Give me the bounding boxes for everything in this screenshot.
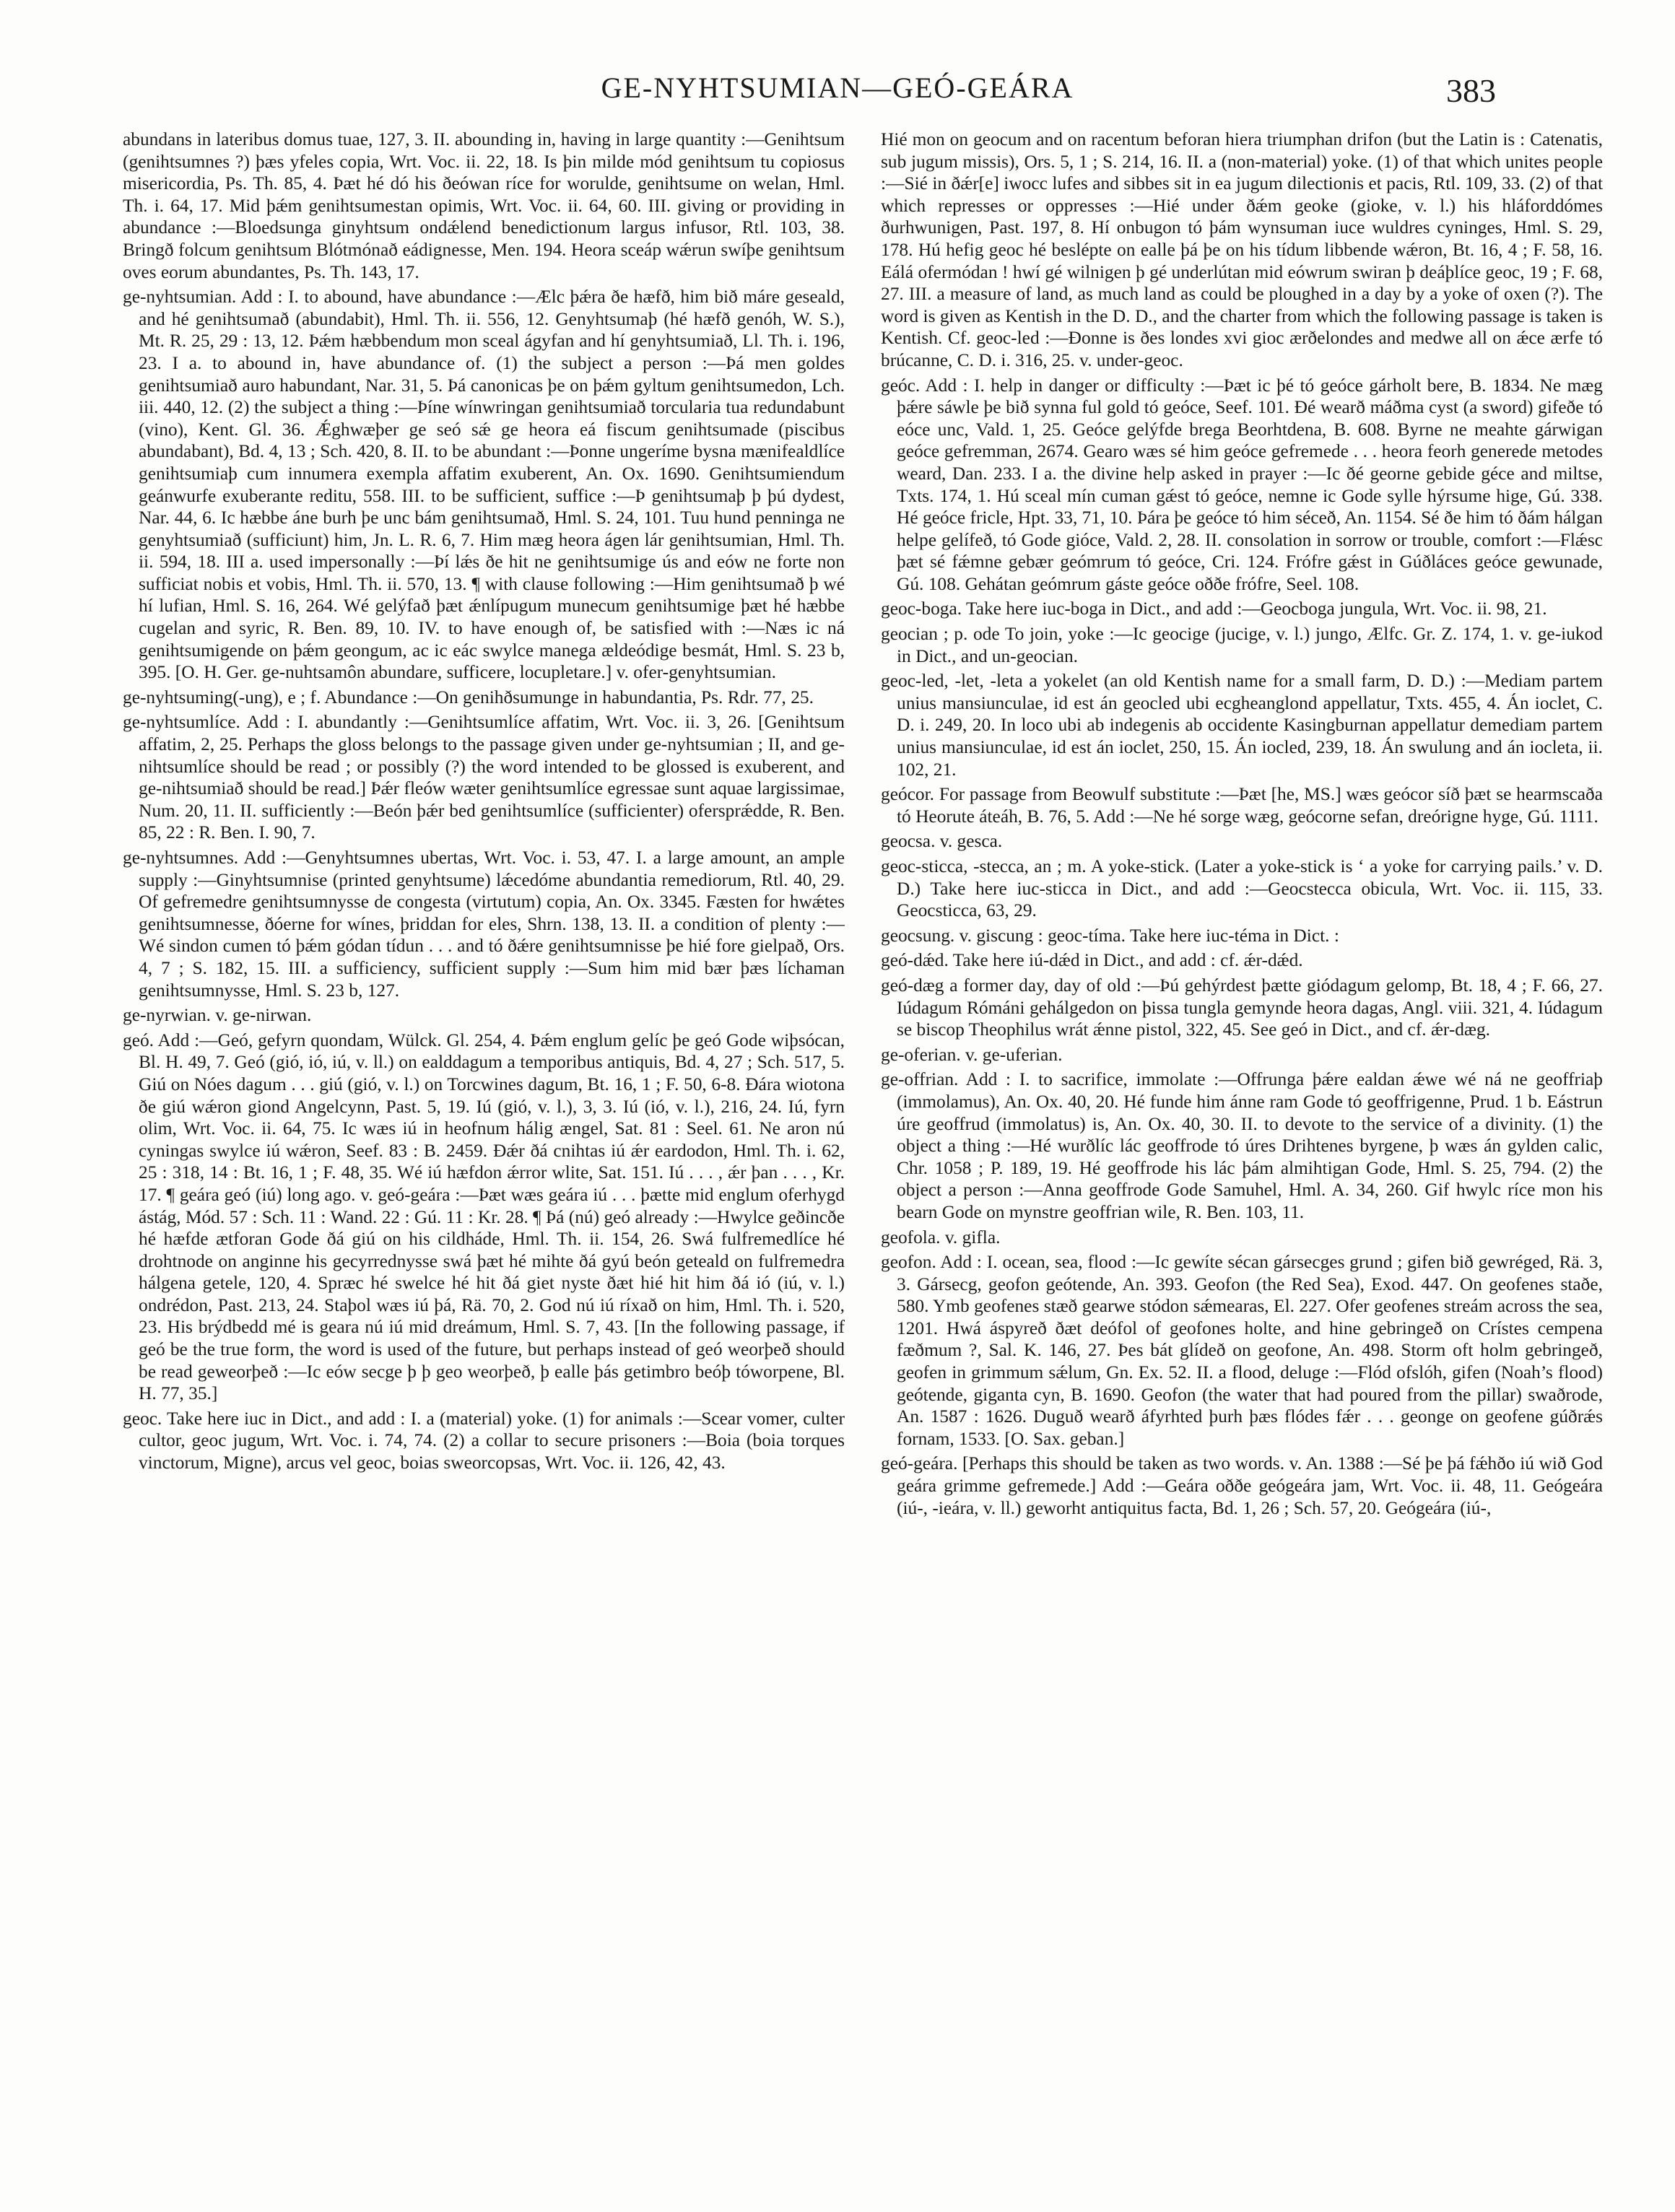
entry-continuation-genihtsum: abundans in lateribus domus tuae, 127, 3. II. abounding in, having in large quantity :—Genihtsum (genihtsumnes ?) þæs yfeles copia, Wrt. Voc. ii. 22, 18. Is þin milde mód genihtsum tu copiosus misericordia, Ps. Th. 85, 4. Þæt hé dó his ðeówan ríce for worulde, genihtsume on welan, Hml. Th. i. 64, 17. Mid þǽm genihtsumestan opimis, Wrt. Voc. ii. 64, 60. III. giving or providing in abundance :—Bloedsunga ginyhtsum ondǽlend benedictionum largus infusor, Rtl. 103, 38. Bringð folcum genihtsum Blótmónað eádignesse, Men. 194. Heora sceáp wǽrun swíþe genihtsum oves eorum abundantes, Ps. Th. 143, 17. [123, 129, 845, 282]
entry-geocsung: geocsung. v. giscung : geoc-tíma. Take here iuc-téma in Dict. : [881, 925, 1339, 946]
entry-ge-oferian: ge-oferian. v. ge-uferian. [881, 1044, 1063, 1065]
page-header [0, 66, 1675, 110]
entry-geo-daeg: geó-dæg a former day, day of old :—Þú gehýrdest þætte giódagum gelomp, Bt. 18, 4 ; F. 66, 27. Iúdagum Rómáni gehálgedon on þissa tungla gemynde heora dagas, Angl. viii. 321, 4. Iúdagum se biscop Theophilus wrát ǽnne pistol, 322, 45. See geó in Dict., and cf. ǽr-dæg. [881, 975, 1603, 1040]
entry-geoc-led: geoc-led, -let, -leta a yokelet (an old Kentish name for a small farm, D. D.) :—Mediam partem unius mansiunculae, id est án geocled ubi ecgheanglond appellatur, Txts. 455, 4. Án ioclet, C. D. i. 249, 20. In loco ubi ab indegenis ab occidente Kasingburnan appellatur demediam partem unius mansiunculae, id est án ioclet, 250, 15. Án iocled, 239, 18. Án swulung and án iocleta, ii. 102, 21. [881, 671, 1603, 780]
entry-ge-nyhtsumian: ge-nyhtsumian. Add : I. to abound, have abundance :—Ælc þǽra ðe hæfð, him bið máre geseald, and hé genihtsumað (abundabit), Hml. Th. ii. 556, 12. Genyhtsumaþ (hé hæfð genóh, W. S.), Mt. R. 25, 29 : 13, 12. Þǽm hæbbendum mon sceal ágyfan and hí genyhtsumiað, Ll. Th. i. 196, 23. I a. to abound in, have abundance of. (1) the subject a person :—Þá men goldes genihtsumiað auro habundant, Nar. 31, 5. Þá canonicas þe on þǽm gyltum genihtsumedon, Lch. iii. 440, 12. (2) the subject a thing :—Þíne wínwringan genihtsumiað torcularia tua redundabunt (vino), Kent. Gl. 36. Ǽghwæþer ge seó sǽ ge heora eá fiscum genihtsumade (piscibus abundabant), Bd. 4, 13 ; Sch. 420, 8. II. to be abundant :—Þonne ungeríme bysna mænifealdlíce genihtsumiaþ cum innumera exempla affatim exuberent, An. Ox. 1690. Genihtsumiendum geánwurfe exuberante reditu, 558. III. to be sufficient, suffice :—Þ genihtsumaþ þ þú dydest, Nar. 44, 6. Ic hæbbe áne burh þe unc bám genihtsumað, Hml. S. 24, 101. Tuu hund penninga ne genyhtsumiað (sufficiunt) him, Jn. L. R. 6, 7. Him mæg heora ágen lár genihtsumian, Hml. Th. ii. 594, 18. III a. used impersonally :—Þí lǽs ðe hit ne genihtsumige ús and eów ne forte non sufficiat nobis et vobis, Hml. Th. ii. 570, 13. ¶ with clause following :—Him genihtsumað þ wé hí lufian, Hml. S. 16, 264. Wé gelýfað þæt ǽnlípugum munecum genihtsumige þæt hé hæbbe cugelan and syric, R. Ben. 89, 10. IV. to have enough of, be satisfied with :—Næs ic ná genihtsumigende on þǽm geongum, ac ic eác swylce manega ældeódige besmát, Hml. S. 23 b, 395. [O. H. Ger. ge-nuhtsamôn abundare, sufficere, locupletare.] v. ofer-genyhtsumian. [123, 287, 845, 683]
entry-geofola: geofola. v. gifla. [881, 1227, 1001, 1247]
entry-geoc-boga: geoc-boga. Take here iuc-boga in Dict., and add :—Geocboga jungula, Wrt. Voc. ii. 98, 21. [881, 598, 1547, 619]
page-number: 383 [1446, 72, 1496, 109]
entry-geocsa: geocsa. v. gesca. [881, 831, 1003, 852]
entry-ge-offrian: ge-offrian. Add : I. to sacrifice, immolate :—Offrunga þǽre ealdan ǽwe wé ná ne geoffriaþ (immolamus), An. Ox. 40, 20. Hé funde him ánne ram Gode tó geoffrigenne, Prud. 1 b. Eástrun úre geoffrud (immolatus) is, An. Ox. 40, 30. II. to devote to the service of a divinity. (1) the object a thing :—Hé wurðlíc lác geoffrode tó úres Drihtenes byrgene, þ wæs án gylden calic, Chr. 1058 ; P. 189, 19. Hé geoffrode his lác þám almihtigan Gode, Hml. S. 25, 794. (2) the object a person :—Anna geoffrode Gode Samuhel, Hml. A. 34, 260. Gif hwylc ríce mon his bearn Gode on mynstre geoffrian wile, R. Ben. 103, 11. [881, 1069, 1603, 1222]
right-column [881, 129, 1603, 2179]
entry-ge-nyhtsumnes: ge-nyhtsumnes. Add :—Genyhtsumnes ubertas, Wrt. Voc. i. 53, 47. I. a large amount, an ample supply :—Ginyhtsumnise (printed genyhtsume) lǽcedóme abundantia remediorum, Rtl. 40, 29. Of gefremedre genihtsumnysse de congesta (virtutum) copia, An. Ox. 3345. Fæsten for hwǽtes genihtsumnesse, ðóerne for wínes, þriddan for eles, Shrn. 138, 13. II. a condition of plenty :—Wé sindon cumen tó þǽm gódan tídun . . . and tó ðǽre genihtsumnisse þe hié fore gielpað, Ors. 4, 7 ; S. 182, 15. III. a sufficiency, sufficient supply :—Sum him mid bær þæs líchaman genihtsumnysse, Hml. S. 23 b, 127. [123, 848, 845, 1001]
entry-ge-nyhtsuming: ge-nyhtsuming(-ung), e ; f. Abundance :—On genihðsumunge in habundantia, Ps. Rdr. 77, 25. [123, 687, 814, 707]
running-head: GE-NYHTSUMIAN—GEÓ-GEÁRA [601, 71, 1074, 104]
left-column [123, 129, 845, 2179]
entry-geoc: geoc. Take here iuc in Dict., and add : I. a (material) yoke. (1) for animals :—Scear vomer, culter cultor, geoc jugum, Wrt. Voc. i. 74, 74. (2) a collar to secure prisoners :—Boia (boia torques vinctorum, Migne), arcus vel geoc, boias sweorcopsas, Wrt. Voc. ii. 126, 42, 43. [123, 1408, 845, 1473]
entry-geocian: geocian ; p. ode To join, yoke :—Ic geocige (jucige, v. l.) jungo, Ælfc. Gr. Z. 174, 1. v. ge-iukod in Dict., and un-geocian. [881, 624, 1603, 666]
entry-ge-nyhtsumlice: ge-nyhtsumlíce. Add : I. abundantly :—Genihtsumlíce affatim, Wrt. Voc. ii. 3, 26. [Genihtsum affatim, 2, 25. Perhaps the gloss belongs to the passage given under ge-nyhtsumian ; II, and ge-nihtsumlíce should be read ; or possibly (?) the word intended to be glossed is exuberent, and ge-nihtsumiað should be read.] Þǽr fleów wæter genihtsumlíce egressae sunt aquae largissimae, Num. 20, 11. II. sufficiently :—Beón þǽr bed genihtsumlíce (sufficienter) ofersprǽdde, R. Ben. 85, 22 : R. Ben. I. 90, 7. [123, 712, 845, 843]
entry-geofon: geofon. Add : I. ocean, sea, flood :—Ic gewíte sécan gársecges grund ; gifen bið gewréged, Rä. 3, 3. Gársecg, geofon geótende, An. 393. Geofon (the Red Sea), Exod. 447. On geofenes staðe, 580. Ymb geofenes stæð gearwe stódon sǽmearas, El. 227. Ofer geofenes streám across the sea, 1201. Hwá áspyreð ðæt deófol of geofones holte, and hine gebringeð on Crístes cempena fæðmum ?, Sal. K. 146, 27. Þes bát glídeð on geofone, An. 498. Storm oft holm gebringeð, geofen in grimmum sǽlum, Gn. Ex. 52. II. a flood, deluge :—Flód ofslóh, gifen (Noah’s flood) geótende, giganta cyn, B. 1690. Geofon (the water that had poured from the pillar) swaðrode, An. 1587 : 1626. Duguð wearð áfyrhted þurh þæs flódes fǽr . . . geonge on geofene gúðrǽs fornam, 1533. [O. Sax. geban.] [881, 1252, 1603, 1449]
entry-geo: geó. Add :—Geó, gefyrn quondam, Wülck. Gl. 254, 4. Þǽm englum gelíc þe geó Gode wiþsócan, Bl. H. 49, 7. Geó (gió, ió, iú, v. ll.) on ealddagum a temporibus antiquis, Bd. 4, 27 ; Sch. 517, 5. Giú on Nóes dagum . . . giú (gió, v. l.) on Torcwines dagum, Bt. 16, 1 ; F. 50, 6-8. Ðára wiotona ðe giú wǽron giond Angelcynn, Past. 5, 19. Iú (gió, v. l.), 3, 3. Iú (ió, v. l.), 216, 24. Iú, fyrn olim, Wrt. Voc. ii. 64, 75. Ic wæs iú in heofnum hálig ængel, Sat. 81 : Seel. 61. Ne aron nú cyningas swylce iú wǽron, Seef. 83 : B. 2459. Ðǽr ðá cnihtas iú ǽr eardodon, Hml. Th. i. 62, 25 : 318, 14 : Bt. 16, 1 ; F. 48, 35. Wé iú hæfdon ǽrror wlite, Sat. 151. Iú . . . , ǽr þan . . . , Kr. 17. ¶ geára geó (iú) long ago. v. geó-geára :—Þæt wæs geára iú . . . þætte mid englum oferhygd ástág, Mód. 57 : Sch. 11 : Wand. 22 : Gú. 11 : Kr. 28. ¶ Þá (nú) geó already :—Hwylce geðincðe hé hæfde ætforan Gode ðá giú on his cildháde, Hml. Th. ii. 154, 26. Swá fulfremedlíce hé drohtnode on anginne his gecyrrednysse swá þæt hé mihte ðá gyú beón geteald on fulfremedra hálgena getele, 120, 4. Spræc hé swelce hé hit ðá giet nyste ðæt hié hit him ðá ió (iú, v. l.) ondrédon, Past. 213, 24. Staþol wæs iú þá, Rä. 70, 2. God nú iú ríxað on him, Hml. Th. i. 520, 23. His brýdbedd mé is geara nú iú mid dreámum, Hml. S. 7, 43. [In the following passage, if geó be the true form, the word is used of the future, but perhaps instead of geó weorþeð should be read geweorþeð :—Ic eów secge þ þ geo weorþeð, þ ealle þás getimbro beóþ tóworpene, Bl. H. 77, 35.] [123, 1029, 845, 1404]
entry-geoc-sticca: geoc-sticca, -stecca, an ; m. A yoke-stick. (Later a yoke-stick is ‘ a yoke for carrying pails.’ v. D. D.) Take here iuc-sticca in Dict., and add :—Geocstecca obicula, Wrt. Voc. ii. 115, 33. Geocsticca, 63, 29. [881, 856, 1603, 921]
entry-geoc-help: geóc. Add : I. help in danger or difficulty :—Þæt ic þé tó geóce gárholt bere, B. 1834. Ne mæg þǽre sáwle þe bið synna ful gold tó geóce, Seef. 101. Ðé wearð máðma cyst (a sword) gifeðe tó eóce unc, Vald. 1, 25. Geóce gelýfde brega Beorhtdena, B. 608. Byrne ne meahte gárwigan geóce gefremman, 2674. Gearo wæs sé him geóce gefremede . . . heora feorh generede metodes weard, Dan. 233. I a. the divine help asked in prayer :—Ic ðé georne gebide géce and miltse, Txts. 174, 1. Hú sceal mín cuman gǽst tó geóce, nemne ic Gode sylle hýrsume hige, Gú. 338. Hé geóce fricle, Hpt. 33, 71, 10. Þára þe geóce tó him séceð, An. 1154. Sé ðe him tó ðám hálgan helpe gelífeð, tó Gode gióce, Vald. 2, 28. II. consolation in sorrow or trouble, comfort :—Flǽsc þæt sé fǽmne gebær geómrum tó geóce, Cri. 124. Frófre gǽst in Gúðláces geóce gewunade, Gú. 108. Gehátan geómrum gáste geóce oððe frófre, Seel. 108. [881, 375, 1603, 594]
entry-continuation-geoc: Hié mon on geocum and on racentum beforan hiera triumphan drifon (but the Latin is : Catenatis, sub jugum missis), Ors. 5, 1 ; S. 214, 16. II. a (non-material) yoke. (1) of that which unites people :—Sié in ðǽr[e] iwocc lufes and sibbes sit in ea jugum dilectionis et pacis, Rtl. 109, 33. (2) of that which represses or oppresses :—Hié under ðǽm geoke (gioke, v. l.) his hláforddómes ðurhwunigen, Past. 197, 8. Hí onbugon tó þám wynsuman iuce wuldres cyninges, Hml. S. 29, 178. Hú hefig geoc hé beslépte on ealle þá þe on his tídum libbende wǽron, Bt. 16, 4 ; F. 58, 16. Eálá ofermódan ! hwí gé wilnigen þ gé underlútan mid eówrum swiran þ deáþlíce geoc, 19 ; F. 68, 27. III. a measure of land, as much land as could be ploughed in a day by a yoke of oxen (?). The word is given as Kentish in the D. D., and the charter from which the following passage is taken is Kentish. Cf. geoc-led :—Ðonne is ðes londes xvi gioc ærðelondes and medwe all on ǽce ærfe tó brúcanne, C. D. i. 316, 25. v. under-geoc. [881, 129, 1603, 370]
entry-geocor: geócor. For passage from Beowulf substitute :—Þæt [he, MS.] wæs geócor síð þæt se hearmscaða tó Heorute áteáh, B. 76, 5. Add :—Ne hé sorge wæg, geócorne sefan, dreórigne hyge, Gú. 1111. [881, 784, 1603, 827]
entry-geo-geara: geó-geára. [Perhaps this should be taken as two words. v. An. 1388 :—Sé þe þá fǽhðo iú wið God geára grimme gefremede.] Add :—Geára oððe geógeára jam, Wrt. Voc. ii. 48, 11. Geógeára (iú-, -ieára, v. ll.) geworht antiquitus facta, Bd. 1, 26 ; Sch. 57, 20. Geógeára (iú-, [881, 1453, 1603, 1518]
entry-ge-nyrwian: ge-nyrwian. v. ge-nirwan. [123, 1005, 312, 1026]
entry-geo-daed: geó-dǽd. Take here iú-dǽd in Dict., and add : cf. ǽr-dǽd. [881, 950, 1303, 971]
